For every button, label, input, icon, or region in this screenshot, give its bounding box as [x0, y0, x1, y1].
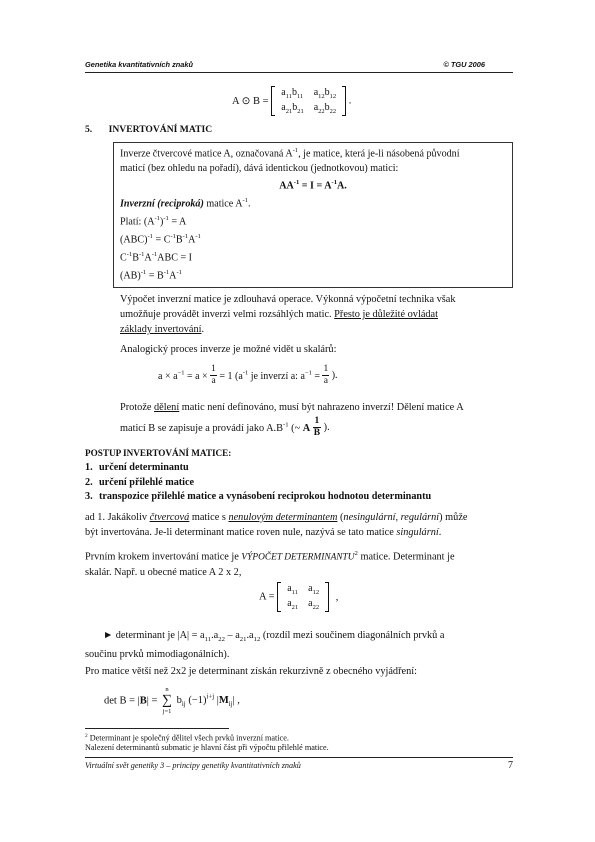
division-line2-end: ). — [323, 422, 330, 433]
paragraph-ad1 — [85, 510, 511, 540]
footer-title: Virtuální svět genetiky 3 – principy genetiky kvantitativních znaků — [85, 761, 301, 770]
matrix-a — [277, 582, 329, 612]
scalar-eq-close: ). — [331, 370, 338, 381]
ad1-line2 — [85, 525, 511, 540]
paragraph-computation — [120, 292, 511, 337]
box-identity-equation: $AA^{-1} = I = A^{-1}A$. — [279, 179, 347, 192]
computation-line2-text: umožňuje provádět inverzi velmi rozsáhlých matic. — [120, 309, 335, 320]
ad1-t5: být invertována. Je-li determinant matice roven nule, nazývá se tato matice — [85, 527, 397, 538]
frac2-den: a — [323, 376, 328, 386]
ad1-line1 — [85, 510, 511, 525]
sum-upper: n — [165, 686, 169, 693]
paragraph-determinant — [85, 628, 511, 662]
section-title: INVERTOVÁNÍ MATIC — [108, 124, 213, 135]
first-step-t1: Prvním krokem invertování matice je — [85, 551, 242, 563]
footnote-rule — [85, 728, 229, 729]
division-emphasis: dělení — [154, 402, 180, 413]
matrix-a-end: , — [335, 591, 339, 603]
header-copyright: © TGU 2006 — [443, 60, 485, 69]
footnote-ref[interactable]: 2 — [354, 550, 358, 557]
division-line2-text: maticí B se zapisuje a provádí jako $A.B^{-1}$ (~ A — [120, 421, 311, 434]
ad1-t3: ( — [337, 512, 344, 523]
procedure-item-text: transpozice přilehlé matice a vynásobení reciprokou hodnotou determinantu — [99, 491, 432, 502]
determinant-line2: součinu prvků mimodiagonálních). — [85, 649, 230, 661]
section-heading — [85, 124, 212, 135]
ad1-t6: . — [438, 527, 442, 538]
scalar-eq-frac — [210, 364, 217, 387]
division-frac-num: 1 — [314, 416, 320, 426]
box-definition-term: Inverzní (reciproká) — [120, 198, 204, 210]
hadamard-m12: $a_{12}b_{12}$ — [313, 87, 337, 100]
box-rule-2: $(ABC)^{-1} = C^{-1}B^{-1}A^{-1}$ — [120, 233, 201, 246]
hadamard-m21: $a_{21}b_{21}$ — [281, 102, 304, 115]
first-step-term: VÝPOČET DETERMINANTU — [241, 552, 355, 563]
first-step-line2: skalár. Např. u obecné matice A 2 x 2, — [85, 567, 242, 579]
det-b-lhs: det B = |B| = — [104, 695, 158, 707]
footnote-1-mark: 2 — [85, 733, 88, 739]
ad1-t2: matice s — [189, 512, 229, 523]
computation-emphasis-cont: základy invertování — [120, 324, 202, 335]
hadamard-m22: $a_{22}b_{22}$ — [313, 102, 337, 115]
procedure-item — [85, 461, 431, 476]
frac2-num: 1 — [323, 364, 329, 374]
ad1-t1: ad 1. Jakákoliv — [85, 512, 150, 523]
paragraph-recursive: Pro matice větší než 2x2 je determinant získán rekurzivně z obecného vyjádření: — [85, 666, 417, 677]
hadamard-matrix — [271, 86, 346, 116]
recursive-det-formula — [104, 686, 240, 716]
ad1-square: čtvercová — [149, 512, 190, 523]
section-number: 5. — [85, 124, 93, 135]
header-title: Genetika kvantitativních znaků — [85, 60, 194, 69]
det-b-rhs: $b_{ij}$ $(-1)^{i+j}$ $|M_{ij}|$ , — [176, 693, 240, 709]
paragraph-analog: Analogický proces inverze je možné vidět u skalárů: — [120, 344, 337, 355]
scalar-eq-left: $a \times a^{-1} = a$ × — [158, 369, 208, 382]
matrix-a-m12: $a_{12}$ — [308, 583, 320, 596]
scalar-eq-frac2 — [322, 364, 329, 387]
procedure-title: POSTUP INVERTOVÁNÍ MATICE: — [85, 448, 232, 458]
ad1-singular: singulární — [396, 527, 439, 538]
procedure-item-num: 1. — [85, 462, 93, 473]
ad1-nonzero-det: nenulovým determinantem — [228, 512, 338, 523]
box-rule-1: Platí: $(A^{-1})^{-1} = A$ — [120, 215, 187, 228]
ad1-t4: ) může — [439, 512, 468, 523]
sum-lower: j=1 — [162, 708, 172, 715]
determinant-line1: ► determinant je $|A| = a_{11}.a_{22} - a_{21}.a_{12}$ (rozdíl mezi součinem diagonálních prvků a — [103, 630, 445, 644]
matrix-a-m21: $a_{21}$ — [287, 598, 299, 611]
box-intro-line2: maticí (bez ohledu na pořadí), dává identickou (jednotkovou) matici: — [120, 163, 399, 174]
matrix-a-equation — [259, 582, 338, 612]
computation-line2 — [120, 307, 511, 322]
sum-symbol — [162, 686, 172, 716]
ad1-nonsingular: nesingulární, regulární — [343, 512, 440, 523]
computation-line1: Výpočet inverzní matice je zdlouhavá operace. Výkonná výpočetní technika však — [120, 294, 456, 305]
box-definition: Inverzní (reciproká) matice $A^{-1}$. — [120, 197, 251, 210]
sigma-icon: ∑ — [162, 693, 173, 708]
definition-box — [113, 142, 513, 288]
computation-line3 — [120, 322, 511, 337]
matrix-a-m11: $a_{11}$ — [287, 583, 298, 596]
scalar-eq-mid: = 1 ($a^{-1}$ je inverzí a: $a^{-1}$ = — [219, 369, 320, 382]
division-line2 — [120, 416, 330, 439]
frac-den: a — [211, 376, 216, 386]
box-intro-line1: Inverze čtvercové matice A, označovaná $A^{-1}$, je matice, která je-li násobená původní — [120, 147, 460, 160]
running-header — [85, 58, 513, 73]
procedure-item — [85, 476, 431, 491]
first-step-line1 — [85, 546, 511, 565]
matrix-a-lhs: A = — [259, 591, 275, 603]
footnote-2: Nalezení determinantů submatic je hlavní část při výpočtu přilehlé matice. — [85, 743, 329, 752]
procedure-item — [85, 490, 431, 505]
page-number: 7 — [508, 760, 513, 771]
computation-emphasis: Přesto je důležité ovládat — [334, 309, 438, 320]
hadamard-equation — [232, 86, 351, 116]
division-frac-den: B — [313, 428, 321, 438]
scalar-inverse-equation — [158, 364, 338, 387]
hadamard-end: . — [348, 95, 352, 107]
procedure-item-text: určení přilehlé matice — [99, 476, 195, 488]
procedure-item-num: 2. — [85, 476, 93, 488]
first-step-t2: matice. Determinant je — [357, 551, 455, 563]
division-text-c: matic není definováno, musí být nahrazeno inverzí! Dělení matice A — [179, 402, 464, 413]
box-rule-3: $C^{-1}B^{-1}A^{-1}ABC = I$ — [120, 251, 193, 264]
hadamard-lhs: A ⊙ B = — [232, 96, 269, 107]
paragraph-division — [120, 400, 511, 415]
procedure-item-text: určení determinantu — [99, 462, 189, 473]
footnote-1-text: Determinant je společný dělitel všech prvků inverzní matice. — [87, 733, 289, 743]
procedure-item-num: 3. — [85, 491, 93, 502]
page-footer — [85, 757, 513, 771]
matrix-a-m22: $a_{22}$ — [308, 598, 320, 611]
box-rule-4: $(AB)^{-1} = B^{-1}A^{-1}$ — [120, 269, 182, 282]
paragraph-first-step — [85, 546, 511, 580]
procedure-list — [85, 461, 431, 505]
computation-line3-end: . — [201, 324, 205, 335]
hadamard-m11: $a_{11}b_{11}$ — [281, 87, 304, 100]
division-frac — [313, 416, 321, 439]
frac-num: 1 — [211, 364, 216, 374]
division-text-a: Protože — [120, 402, 155, 413]
